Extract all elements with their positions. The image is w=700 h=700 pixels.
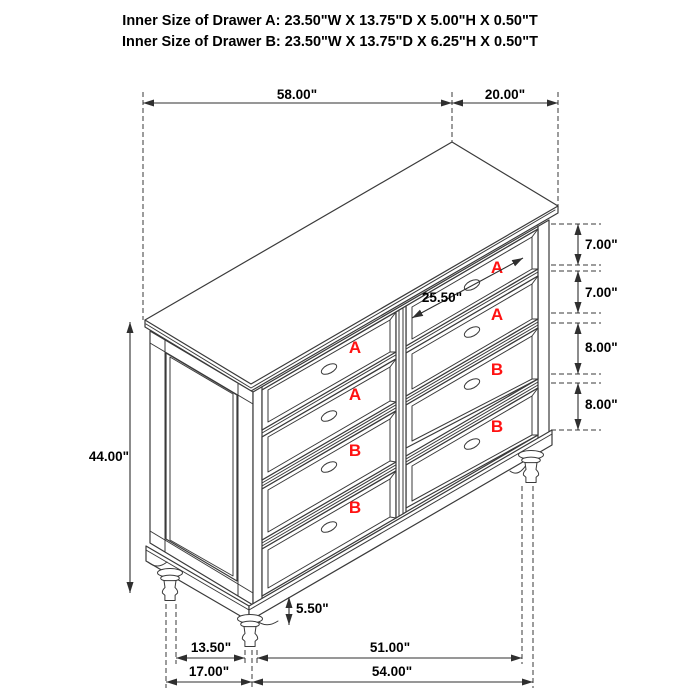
title-block	[122, 13, 538, 50]
drawer-label-right-2: A	[490, 305, 504, 324]
dim-leg-width-label: 51.00"	[369, 640, 411, 655]
center-divider	[396, 306, 406, 518]
dim-height-label: 44.00"	[88, 449, 129, 464]
dimension-drawer-row4	[578, 383, 618, 430]
dimension-base-width	[252, 664, 533, 682]
drawer-label-left-2: A	[348, 385, 362, 404]
dim-row3-label: 8.00"	[585, 340, 618, 355]
title-line-1: Inner Size of Drawer A: 23.50"W X 13.75"D X 5.00"H X 0.50"T	[122, 13, 538, 29]
dim-row2-label: 7.00"	[585, 285, 618, 300]
drawer-label-right-3: B	[490, 360, 504, 379]
drawer-label-right-1: A	[490, 258, 504, 277]
drawer-label-right-4: B	[490, 417, 504, 436]
dim-top-width-label: 58.00"	[276, 87, 318, 102]
dimension-leg-span-width	[257, 640, 522, 658]
dimension-leg-height	[289, 597, 329, 625]
dim-drawer-width-label: 25.50"	[421, 290, 463, 305]
dim-row1-label: 7.00"	[585, 237, 618, 252]
drawer-label-left-3: B	[348, 441, 362, 460]
dimension-drawer-row2	[578, 271, 618, 313]
drawer-label-left-1: A	[348, 338, 362, 357]
dimension-top-depth	[452, 87, 558, 103]
drawer-label-left-4: B	[348, 498, 362, 517]
dimension-drawer-row3	[578, 323, 618, 374]
dim-base-width-label: 54.00"	[371, 664, 413, 679]
dim-base-depth-label: 17.00"	[188, 664, 230, 679]
dimension-base-depth	[166, 664, 252, 682]
dim-row4-label: 8.00"	[585, 397, 618, 412]
dim-top-depth-label: 20.00"	[484, 87, 526, 102]
dimension-drawer-row1	[578, 224, 618, 265]
dimension-top-width	[143, 87, 452, 103]
back-left-leg	[158, 569, 183, 601]
dimension-overall-height	[89, 322, 130, 593]
title-line-2: Inner Size of Drawer B: 23.50"W X 13.75"D X 6.25"H X 0.50"T	[122, 34, 538, 50]
front-left-leg	[238, 615, 263, 647]
dim-leg-depth-label: 13.50"	[190, 640, 232, 655]
dim-leg-height-label: 5.50"	[296, 601, 329, 616]
front-right-leg	[519, 451, 544, 483]
dimension-leg-span-depth	[176, 640, 245, 658]
